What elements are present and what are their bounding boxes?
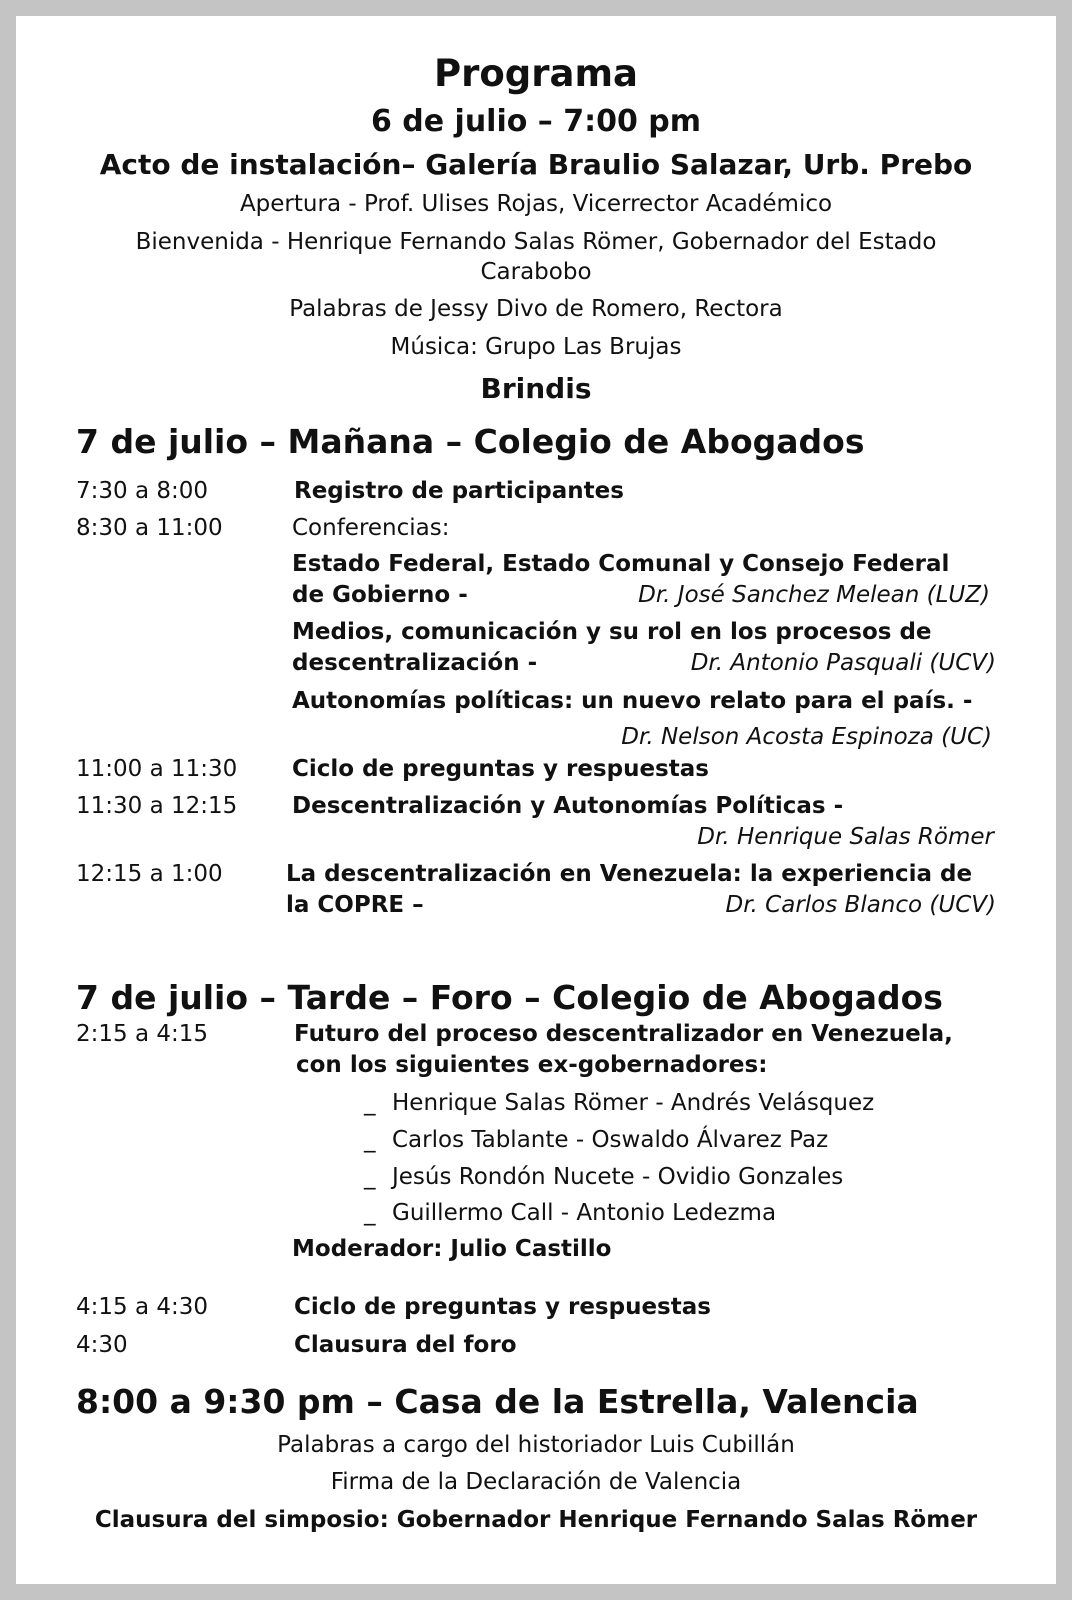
- evening-closing: Clausura del simposio: Gobernador Henrique Fernando Salas Römer: [94, 1507, 978, 1533]
- schedule-item: La descentralización en Venezuela: la experiencia de: [286, 861, 973, 887]
- opening-line: Música: Grupo Las Brujas: [390, 334, 682, 360]
- schedule-item: Conferencias:: [292, 515, 450, 541]
- talk-speaker: Dr. Antonio Pasquali (UCV): [690, 650, 996, 676]
- talk-speaker: Dr. Nelson Acosta Espinoza (UC): [621, 724, 992, 750]
- program-title: Programa: [433, 52, 638, 95]
- opening-closing: Brindis: [480, 372, 592, 405]
- afternoon-heading: 7 de julio – Tarde – Foro – Colegio de Abogados: [76, 978, 943, 1017]
- schedule-item: Clausura del foro: [294, 1332, 517, 1358]
- opening-line: Palabras de Jessy Divo de Romero, Rectora: [289, 296, 783, 322]
- opening-line: Bienvenida - Henrique Fernando Salas Römer, Gobernador del Estado: [135, 229, 937, 255]
- opening-venue: Acto de instalación– Galería Braulio Salazar, Urb. Prebo: [99, 148, 973, 181]
- schedule-item: Descentralización y Autonomías Políticas -: [292, 793, 844, 819]
- governor-pair: Jesús Rondón Nucete - Ovidio Gonzales: [392, 1164, 844, 1190]
- schedule-item: Registro de participantes: [294, 478, 624, 504]
- talk-speaker: Dr. Carlos Blanco (UCV): [725, 892, 996, 918]
- schedule-item: Ciclo de preguntas y respuestas: [294, 1294, 711, 1320]
- schedule-time: 2:15 a 4:15: [76, 1021, 209, 1047]
- talk-title: descentralización -: [292, 650, 538, 676]
- talk-speaker: Dr. Henrique Salas Römer: [697, 824, 994, 850]
- schedule-time: 11:00 a 11:30: [76, 756, 238, 782]
- governor-bullet: _: [364, 1200, 376, 1226]
- governor-pair: Carlos Tablante - Oswaldo Álvarez Paz: [392, 1127, 829, 1153]
- schedule-time: 7:30 a 8:00: [76, 478, 209, 504]
- opening-date: 6 de julio – 7:00 pm: [370, 104, 702, 139]
- talk-title: Medios, comunicación y su rol en los procesos de: [292, 619, 932, 645]
- schedule-item: la COPRE –: [286, 892, 424, 918]
- talk-title: Autonomías políticas: un nuevo relato para el país. -: [292, 688, 973, 714]
- forum-title: con los siguientes ex-gobernadores:: [296, 1052, 768, 1078]
- forum-moderator: Moderador: Julio Castillo: [292, 1236, 612, 1262]
- morning-heading: 7 de julio – Mañana – Colegio de Abogados: [76, 422, 865, 461]
- schedule-time: 4:15 a 4:30: [76, 1294, 209, 1320]
- schedule-time: 4:30: [76, 1332, 128, 1358]
- governor-bullet: _: [364, 1090, 376, 1116]
- talk-title: Estado Federal, Estado Comunal y Consejo Federal: [292, 551, 950, 577]
- evening-line: Palabras a cargo del historiador Luis Cubillán: [277, 1432, 795, 1458]
- opening-line: Carabobo: [480, 259, 592, 285]
- governor-bullet: _: [364, 1164, 376, 1190]
- governor-pair: Guillermo Call - Antonio Ledezma: [392, 1200, 777, 1226]
- opening-line: Apertura - Prof. Ulises Rojas, Vicerrector Académico: [239, 191, 833, 217]
- talk-title: de Gobierno -: [292, 582, 468, 608]
- governor-bullet: _: [364, 1127, 376, 1153]
- talk-speaker: Dr. José Sanchez Melean (LUZ): [638, 582, 990, 608]
- governor-pair: Henrique Salas Römer - Andrés Velásquez: [392, 1090, 875, 1116]
- schedule-time: 12:15 a 1:00: [76, 861, 223, 887]
- schedule-time: 8:30 a 11:00: [76, 515, 223, 541]
- evening-line: Firma de la Declaración de Valencia: [330, 1469, 742, 1495]
- schedule-item: Ciclo de preguntas y respuestas: [292, 756, 709, 782]
- schedule-time: 11:30 a 12:15: [76, 793, 238, 819]
- forum-title: Futuro del proceso descentralizador en Venezuela,: [294, 1021, 953, 1047]
- evening-heading: 8:00 a 9:30 pm – Casa de la Estrella, Valencia: [76, 1382, 919, 1421]
